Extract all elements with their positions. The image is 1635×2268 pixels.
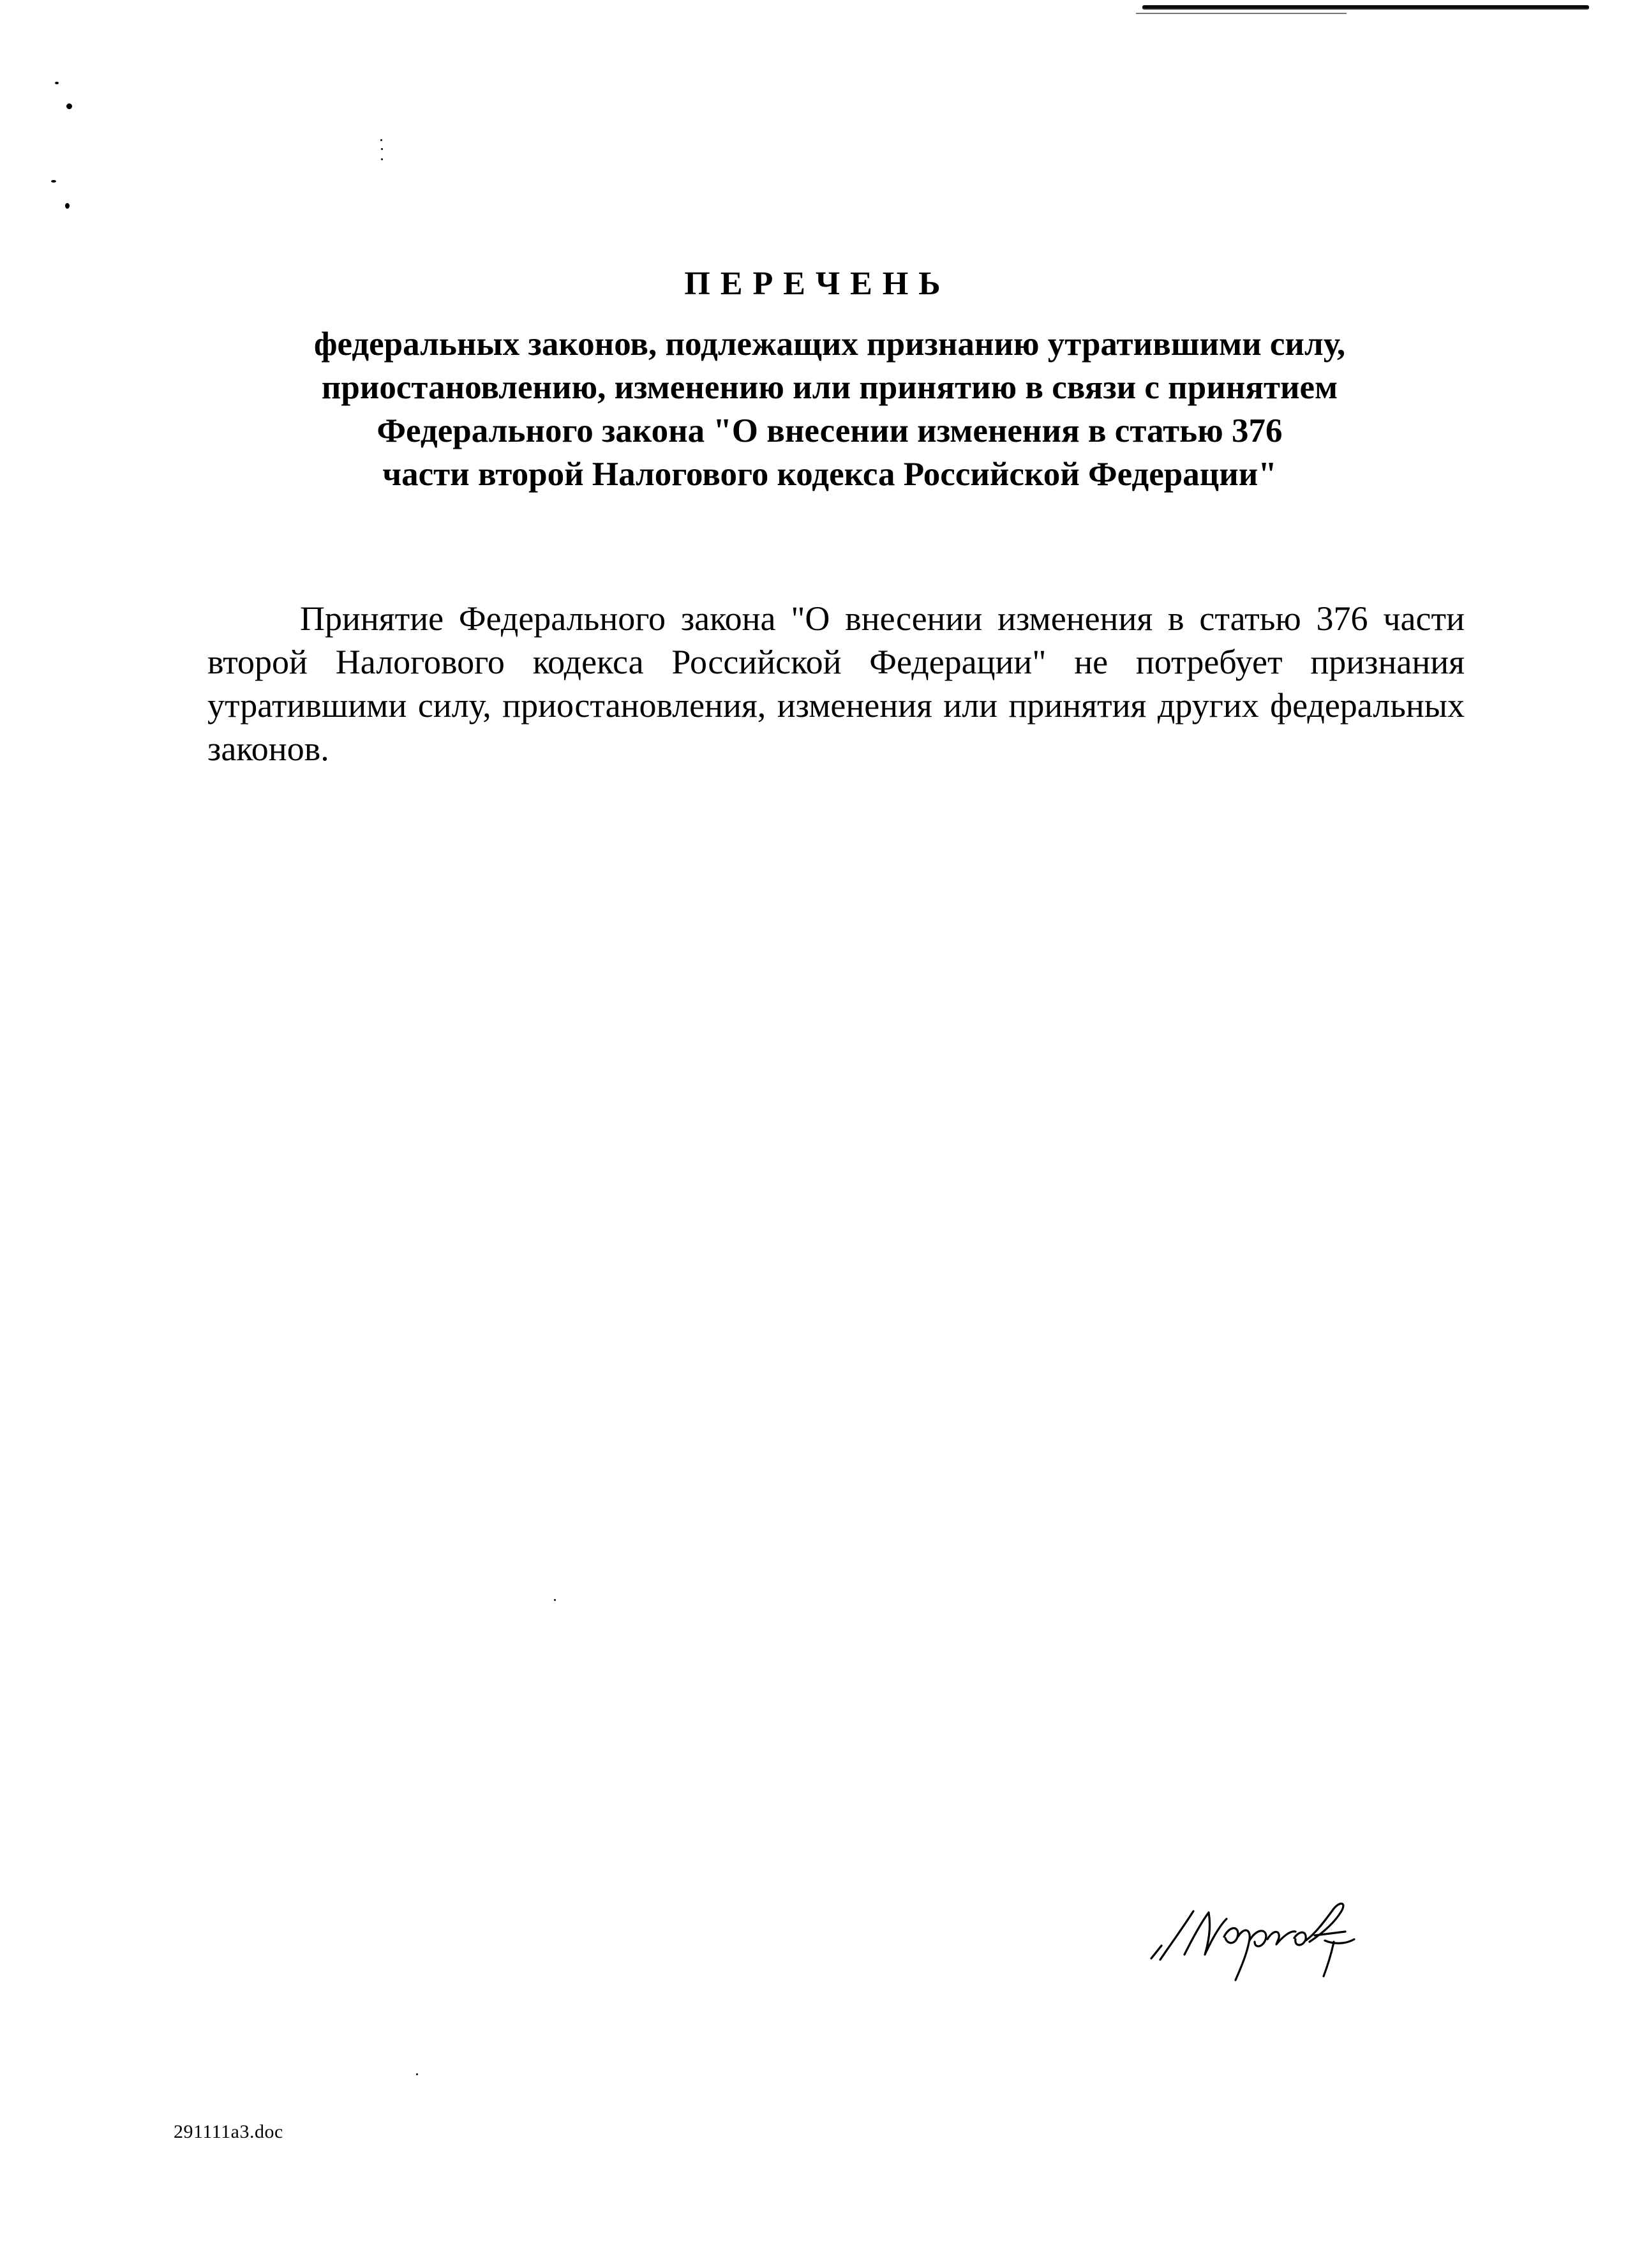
handwritten-signature xyxy=(1142,1883,1398,1992)
scan-speck xyxy=(51,180,56,183)
document-title: ПЕРЕЧЕНЬ xyxy=(684,266,951,302)
scan-artifact-line-thin xyxy=(1136,13,1347,14)
scan-speck xyxy=(66,103,72,109)
subtitle-line: приостановлению, изменению или принятию в связи с принятием xyxy=(321,369,1338,406)
subtitle-line: части второй Налогового кодекса Российской Федерации" xyxy=(382,456,1277,493)
scan-speck xyxy=(380,139,382,141)
scan-artifact-line xyxy=(1142,5,1589,10)
subtitle-line: федеральных законов, подлежащих признанию утратившими силу, xyxy=(313,326,1346,363)
scan-speck xyxy=(55,82,59,84)
scan-speck xyxy=(65,203,70,209)
scan-speck xyxy=(416,2073,418,2075)
body-paragraph: Принятие Федерального закона "О внесении изменения в статью 376 части второй Налогового кодекса Российской Федерации" не потребует признания утратившими силу, приостановления, изменения или принятия других федеральных законов. xyxy=(207,599,1465,768)
scan-speck xyxy=(381,158,383,160)
scan-speck xyxy=(554,1599,556,1601)
file-id: 291111a3.doc xyxy=(174,2121,283,2142)
subtitle-line: Федерального закона "О внесении изменения в статью 376 xyxy=(377,412,1283,449)
scan-speck xyxy=(381,148,383,150)
document-subtitle xyxy=(223,322,1436,496)
